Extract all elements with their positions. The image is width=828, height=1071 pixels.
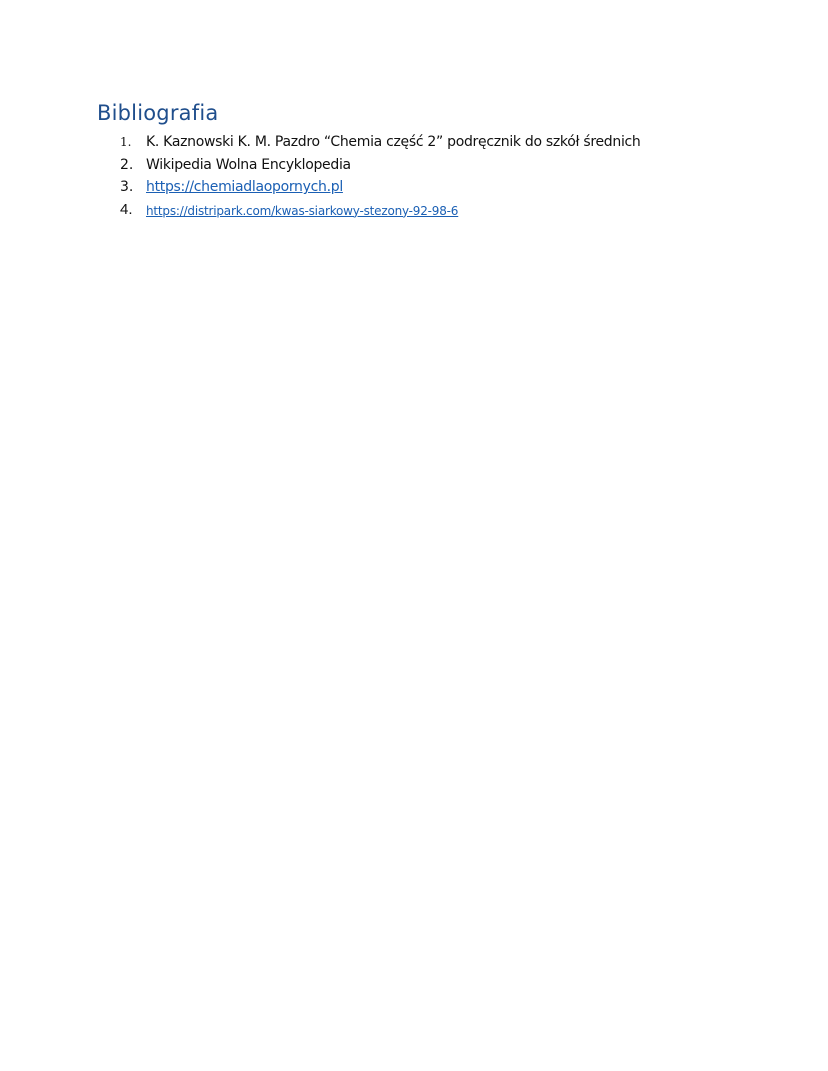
entry-link[interactable]: https://chemiadlaopornych.pl xyxy=(146,179,343,195)
entry-text: K. Kaznowski K. M. Pazdro “Chemia część 2” podręcznik do szkół średnich xyxy=(146,134,641,150)
entry-number: 2. xyxy=(120,156,134,173)
bibliography-entry-4 xyxy=(120,199,800,222)
entry-number: 3. xyxy=(120,179,134,195)
bibliography-entry-1 xyxy=(120,131,800,154)
bibliography-entry-2 xyxy=(120,154,800,177)
bibliography-entry-3 xyxy=(120,176,800,199)
entry-number: 4. xyxy=(120,200,133,218)
bibliography-list xyxy=(120,131,800,221)
entry-text: Wikipedia Wolna Encyklopedia xyxy=(146,156,351,173)
entry-link[interactable]: https://distripark.com/kwas-siarkowy-stezony-92-98-6 xyxy=(146,203,459,218)
bibliography-heading: Bibliografia xyxy=(97,101,219,125)
entry-number: 1. xyxy=(120,135,132,149)
